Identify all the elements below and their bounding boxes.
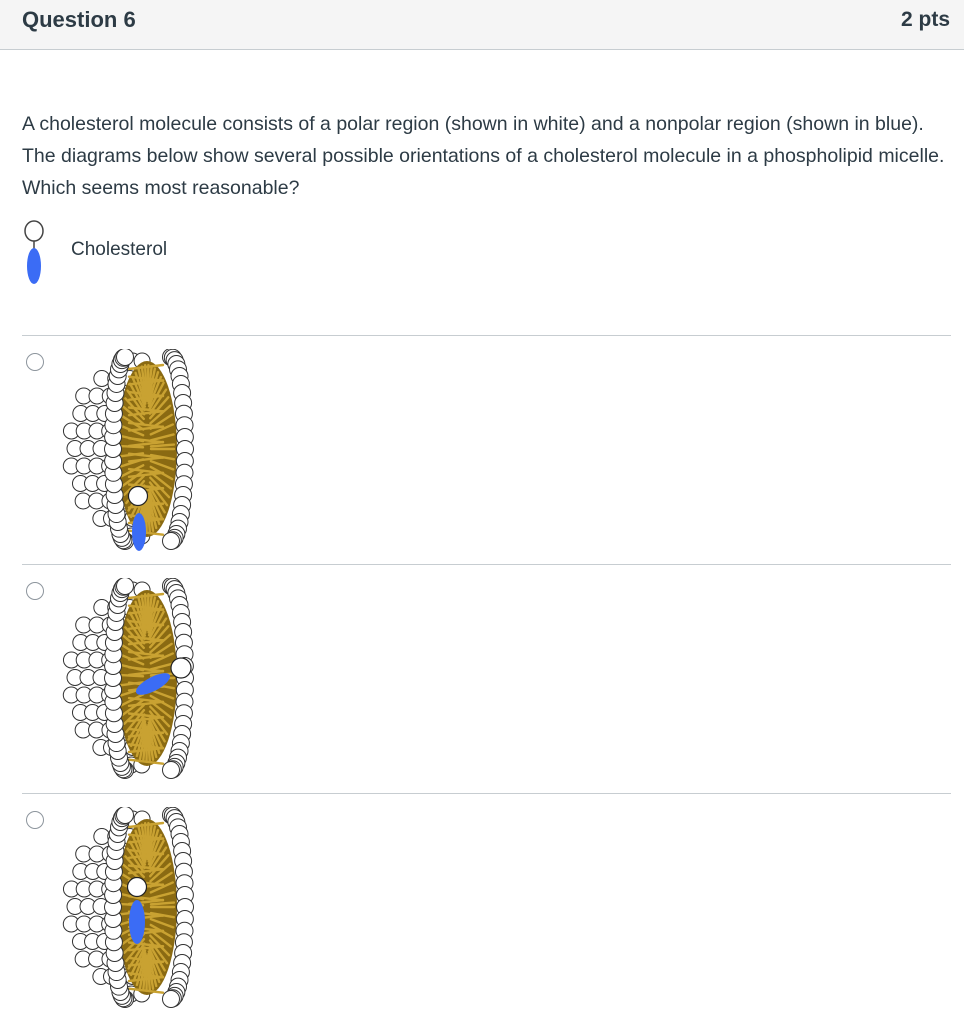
answer-radio-1[interactable] <box>26 353 44 371</box>
micelle-diagram-2 <box>60 578 210 783</box>
answer-radio-3[interactable] <box>26 811 44 829</box>
micelle-svg <box>60 349 210 554</box>
question-text: A cholesterol molecule consists of a polar region (shown in white) and a nonpolar region (shown in blue). The diagrams below show several possible orientations of a cholesterol molecule in a phospholipid micelle. Which seems most reasonable? <box>22 108 952 204</box>
cholesterol-legend <box>22 218 222 288</box>
answer-option-1[interactable] <box>22 335 951 564</box>
answer-radio-2[interactable] <box>26 582 44 600</box>
question-points: 2 pts <box>901 8 950 32</box>
cholesterol-icon <box>22 218 52 288</box>
micelle-svg <box>60 807 210 1012</box>
question-title: Question 6 <box>22 7 136 33</box>
micelle-diagram-3 <box>60 807 210 1012</box>
answer-option-3[interactable] <box>22 793 951 1033</box>
micelle-svg <box>60 578 210 783</box>
answer-option-2[interactable] <box>22 564 951 793</box>
question-header <box>0 0 964 50</box>
cholesterol-label: Cholesterol <box>71 239 167 261</box>
micelle-diagram-1 <box>60 349 210 554</box>
answer-list <box>22 335 951 1033</box>
